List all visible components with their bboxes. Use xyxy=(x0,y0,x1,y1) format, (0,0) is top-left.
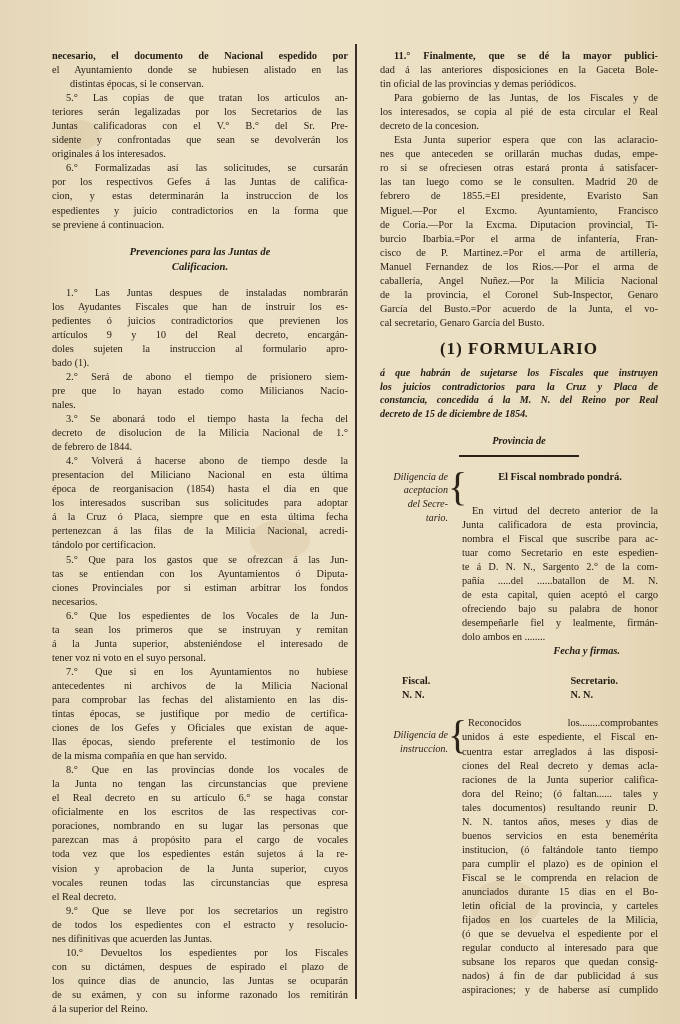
text-line: decreto de disolucion de la Milicia Nacional de 1.° xyxy=(52,428,348,440)
text-line: ro si se ofreciesen otras estará pronta á satisfacer- xyxy=(380,163,658,175)
text-line: 5.° Que para los gastos que se ofrezcan á las Jun- xyxy=(66,554,348,566)
text-line: toda vez que los espedientes están sujetos á la re- xyxy=(52,849,348,861)
text-line: decreto de la concesion. xyxy=(380,121,479,133)
text-line: de esta capital, quien aceptó el cargo xyxy=(462,590,658,602)
text-line: regular conducto al interesado para que xyxy=(462,943,658,955)
text-line: bado (1). xyxy=(52,357,90,369)
text-line: tándolo por certificacion. xyxy=(52,540,156,552)
heading-line: Prevenciones para las Juntas de xyxy=(129,246,271,258)
text-line: Esta Junta superior espera que con las aclaracio- xyxy=(394,135,658,147)
text-line: sidente y confrontadas que sean se devolverán los xyxy=(52,135,348,147)
text-line: para comprobar las fechas del alistamiento en las dis- xyxy=(52,694,348,706)
text-line: anunciados durante 15 dias en el Bo- xyxy=(462,886,658,898)
text-line: Junta calificadora de esta provincia, xyxy=(462,519,658,531)
text-line: 8.° Que en las provincias donde los vocales de xyxy=(66,765,348,777)
text-line: á la superior del Reino. xyxy=(52,1004,148,1015)
text-line: cion, y estas determinarán la instruccion de los xyxy=(52,191,348,203)
intro-paragraph xyxy=(52,50,348,92)
text-line: García del Busto.=Por acuerdo de la Junta, el vo- xyxy=(380,303,658,315)
text-line: 4.° Volverá á hacerse abono de tiempo desde la xyxy=(66,456,348,468)
text-line: te á D. N. N., Sargento 2.° de la com- xyxy=(462,562,658,574)
article-6-paragraph xyxy=(52,162,348,232)
text-line: oficialmente en los escritos de las respectivas cor- xyxy=(52,807,348,819)
text-line: los interesados suscriban sus solicitudes para adoptar xyxy=(52,498,348,510)
text-line: de su exámen, y con su informe razonado los remitirán xyxy=(52,989,348,1001)
section-heading xyxy=(52,245,348,275)
text-line: aspiraciones; y de haberse así cumplido xyxy=(462,985,658,997)
text-line: nales. xyxy=(52,399,76,411)
secretario-signature xyxy=(570,675,618,703)
text-line: doles sujeten la instruccion al formulario apro- xyxy=(52,343,348,355)
text-line: Para gobierno de las Juntas, de los Fiscales y de xyxy=(394,93,658,105)
gobierno-paragraph xyxy=(380,92,658,134)
text-line: Reconocidos los........comprobantes xyxy=(468,718,658,730)
text-line: tuar como Secretario en este espedien- xyxy=(462,548,658,560)
text-line: nombra el Fiscal que suscribe para ac- xyxy=(462,534,658,545)
left-column xyxy=(52,50,348,1017)
brace: { xyxy=(448,463,468,509)
text-line: teriores serán legalizadas por los Secretarios de las xyxy=(52,107,348,119)
text-line: el Ayuntamiento donde se hubiesen alistado en las xyxy=(52,65,348,77)
text-line: 6.° Que los espedientes de los Vocales de la Jun- xyxy=(66,610,348,622)
label-line: tario. xyxy=(425,512,448,524)
right-column xyxy=(380,50,658,998)
brace: { xyxy=(448,712,468,758)
text-line: de la provincia, el Coronel Sub-Inspector, Genaro xyxy=(380,289,658,301)
text-line: unidos á este espediente, el Fiscal en- xyxy=(462,732,658,744)
formulario-subtitle xyxy=(380,367,658,421)
signature-role: Fiscal. xyxy=(402,676,431,688)
diligencia-instruccion-body xyxy=(462,717,658,998)
prevencion-paragraph xyxy=(52,455,348,553)
text-line: de todos los espedientes con el estracto y resolucio- xyxy=(52,919,348,931)
text-line: Manuel Fernandez de los Rios.—Por el arma de xyxy=(380,261,658,273)
prevencion-paragraph xyxy=(52,371,348,413)
text-line: cisco de P. Martinez.=Por el arma de artillería, xyxy=(380,247,658,259)
text-line: poraciones, nombrando en su lugar las personas que xyxy=(52,821,348,833)
text-line: para cumplir el plazo) es de opinion el xyxy=(462,858,658,870)
diligencia-secretario-body xyxy=(462,505,658,645)
text-line: 7.° Que si en los Ayuntamientos no hubiese xyxy=(66,666,348,678)
text-line: burcio Ibarbia.=Por el arma de infantería, Fran- xyxy=(380,233,658,245)
text-line: pre que lo hayan estado como Milicianos Nacio- xyxy=(52,385,348,397)
text-line: En virtud del decreto anterior de la xyxy=(472,505,658,517)
text-line: Miguel.—Por el Excmo. Ayuntamiento, Francisco xyxy=(380,205,658,217)
text-line: distintas épocas, si le conservan. xyxy=(70,79,204,91)
text-line: ta sean los primeros que se instruyan y remitan xyxy=(52,624,348,636)
column-divider xyxy=(355,44,357,999)
text-line: el Real decreto en su artículo 6.° se haga constar xyxy=(52,793,348,805)
text-line: los interesados, se copia al pié de esta circular el Real xyxy=(380,107,658,119)
text-line: tin oficial de las provincias y demas periódicos. xyxy=(380,79,577,91)
text-line: los juicios contradictorios para la Cruz y Placa de xyxy=(380,381,658,393)
text-line: 10.° Devueltos los espedientes por los Fiscales xyxy=(66,947,348,959)
text-line: vision y aprobacion de la Junta superior, cuyos xyxy=(52,863,348,875)
prevencion-paragraph xyxy=(52,610,348,666)
diligencia-instruccion-label xyxy=(376,729,448,756)
text-line: á la Junta superior, absteniéndose el interesado de xyxy=(52,638,348,650)
text-line: pedientes ó juicios contradictorios que previenen los xyxy=(52,315,348,327)
article-5-paragraph xyxy=(52,92,348,162)
text-line: (ó que se devuelva el espediente por el xyxy=(462,929,658,941)
text-line: la Junta no tengan las circunstancias que previene xyxy=(52,779,348,791)
text-line: época de reorganisacion (1854) hasta el dia en que xyxy=(52,484,348,496)
text-line: nes que anteceden se orillarán muchas dudas, empe- xyxy=(380,149,658,161)
text-line: tales documentos) resultando reunir D. xyxy=(462,802,658,814)
formulario-title: (1) FORMULARIO xyxy=(439,338,598,358)
prevencion-paragraph xyxy=(52,905,348,947)
text-line: institucion, (ó faltándole tanto tiempo xyxy=(462,844,658,856)
text-line: tener voz ni voto en el suyo personal. xyxy=(52,652,206,664)
prevencion-paragraph xyxy=(52,287,348,371)
provincia-line: Provincia de xyxy=(492,436,546,448)
text-line: de Coria.—Por la Excma. Diputacion provincial, Ti- xyxy=(380,219,658,231)
diligencia-secretario-label xyxy=(376,471,448,525)
text-line: ciones del Real decreto y demas acla- xyxy=(462,760,658,772)
prevencion-paragraph xyxy=(52,764,348,904)
text-line: presentacion del Miliciano Nacional en esta última xyxy=(52,470,348,482)
signature-name: N. N. xyxy=(570,690,594,702)
text-line: de febrero de 1844. xyxy=(52,442,133,454)
text-line: 1.° Las Juntas despues de instaladas nombrarán xyxy=(66,287,348,299)
text-line: originales á los interesados. xyxy=(52,149,166,161)
label-line: Diligencia de xyxy=(393,471,448,483)
text-line: antecedentes ni archivos de la Milicia Nacional xyxy=(52,680,348,692)
prevencion-paragraph xyxy=(52,666,348,764)
article-11-paragraph xyxy=(380,50,658,92)
diligencia-secretario xyxy=(376,463,658,646)
text-line: ofreciendo bajo su palabra de honor xyxy=(462,604,658,616)
text-line: tintas épocas, se justifique por medio de certifica- xyxy=(52,709,348,721)
text-line: pertenezcan á las filas de la Milicia Nacional, acredi- xyxy=(52,526,348,538)
label-line: del Secre- xyxy=(407,499,448,511)
text-line: de la misma compañía en que han servido. xyxy=(52,751,227,763)
text-line: 3.° Se abonará todo el tiempo hasta la fecha del xyxy=(66,414,348,426)
text-line: caballería, Angel Nuñez.—Por la Milicia Nacional xyxy=(380,275,658,287)
text-line: cuentra estar arreglados á las disposi- xyxy=(462,746,658,758)
text-line: constancia, concedida á la M. N. del Reino por Real xyxy=(380,395,658,407)
junta-superior-paragraph xyxy=(380,134,658,331)
label-line: instruccion. xyxy=(400,744,448,756)
text-line: fijados en los cuarteles de la Milicia, xyxy=(462,915,658,927)
signature-name: N. N. xyxy=(402,690,425,702)
text-line: llas épocas, siendo preferente el testimonio de los xyxy=(52,737,348,749)
text-line: 9.° Que se lleve por los secretarios un registro xyxy=(66,905,348,917)
text-line: febrero de 1855.=El presidente, Evaristo San xyxy=(380,191,658,203)
text-line: vocales reunen todas las circunstancias que espresa xyxy=(52,877,348,889)
signatures xyxy=(380,675,658,703)
text-line: los quince dias de anuncio, las Juntas se ocuparán xyxy=(52,975,348,987)
text-line: necesarios. xyxy=(52,596,98,608)
text-line: decreto de 15 de diciembre de 1854. xyxy=(380,408,528,420)
label-line: Diligencia de xyxy=(393,730,448,742)
prevencion-paragraph xyxy=(52,413,348,455)
text-line: por los respectivos Gefes á las Juntas de califica- xyxy=(52,177,348,189)
text-line: á la Cruz ó Placa, siempre que en esta última fecha xyxy=(52,512,348,524)
text-line: letin oficial de la provincia, y carteles xyxy=(462,901,658,913)
heading-line: Calificacion. xyxy=(171,261,229,273)
text-line: á que habrán de sujetarse los Fiscales que instruyen xyxy=(380,367,658,379)
text-line: necesario, el documento de Nacional espedido por xyxy=(52,51,348,62)
short-rule xyxy=(459,455,579,457)
text-line: tas se entiendan con los Ayuntamientos ó Diputa- xyxy=(52,568,348,580)
text-line: espedientes y juicio contradictorios en la forma que xyxy=(52,205,348,217)
text-line: raciones de la Junta superior califica- xyxy=(462,774,658,786)
text-line: las tan luego como se le consulten. Madrid 20 de xyxy=(380,177,658,189)
text-line: con su dictámen, despues de espirado el plazo de xyxy=(52,961,348,973)
text-line: pañía .....del ......batallon de M. N. xyxy=(462,576,658,588)
label-line: aceptacion xyxy=(403,485,448,497)
text-line: 5.° Las copias de que tratan los articulos an- xyxy=(66,93,348,105)
text-line: se previene á continuacion. xyxy=(52,219,165,231)
text-line: 2.° Será de abono el tiempo de prisionero siem- xyxy=(66,371,348,383)
text-line: desempeñarle fiel y lealmente, firmán- xyxy=(462,618,658,630)
text-line: N. N. tantos años, meses y dias de xyxy=(462,816,658,828)
fecha-firmas: Fecha y firmas. xyxy=(553,646,620,658)
text-line: parezcan mas á propósito para el cargo de vocales xyxy=(52,835,348,847)
text-line: el Real decreto. xyxy=(52,891,117,903)
diligencia-instruccion xyxy=(376,712,658,998)
fiscal-signature xyxy=(402,675,430,703)
text-line: ciones Provinciales por si estiman arbitrar los fondos xyxy=(52,582,348,594)
text-line: artículos 9 y 10 del Real decreto, encargán- xyxy=(52,329,348,341)
prevencion-paragraph xyxy=(52,554,348,610)
text-line: nados) á fin de dar publicidad á sus xyxy=(462,971,658,983)
text-line: subsane los reparos que quedan consig- xyxy=(462,957,658,969)
prevenciones-list xyxy=(52,287,348,1017)
text-line: Fiscal se le comprenda en relacion de xyxy=(462,872,658,884)
text-line: 6.° Formalizadas así las solicitudes, se cursarán xyxy=(66,163,348,175)
signature-role: Secretario. xyxy=(570,676,618,688)
text-line: buenos servicios en esta benemérita xyxy=(462,830,658,842)
text-line: nes difinitivas que acuerden las Juntas. xyxy=(52,933,213,945)
text-line: dolo ambos en ........ xyxy=(462,632,546,644)
text-line: dad á las anteriores disposiciones en la Gaceta Bole- xyxy=(380,65,658,77)
text-line: Juntas calificadoras con el V.° B.° del Sr. Pre- xyxy=(52,121,348,133)
text-line: cal secretario, Genaro García del Busto. xyxy=(380,317,545,329)
text-line: ciones de los Gefes y Oficiales que existan de aque- xyxy=(52,723,348,735)
prevencion-paragraph xyxy=(52,947,348,1017)
text-line: dora del Reino; (ó faltan...... tales y xyxy=(462,788,658,800)
fiscal-nombrado: El Fiscal nombrado pondrá. xyxy=(498,471,622,483)
text-line: los Ayudantes Fiscales que han de instruir los es- xyxy=(52,301,348,313)
text-line: 11.° Finalmente, que se dé la mayor publici- xyxy=(394,51,658,62)
